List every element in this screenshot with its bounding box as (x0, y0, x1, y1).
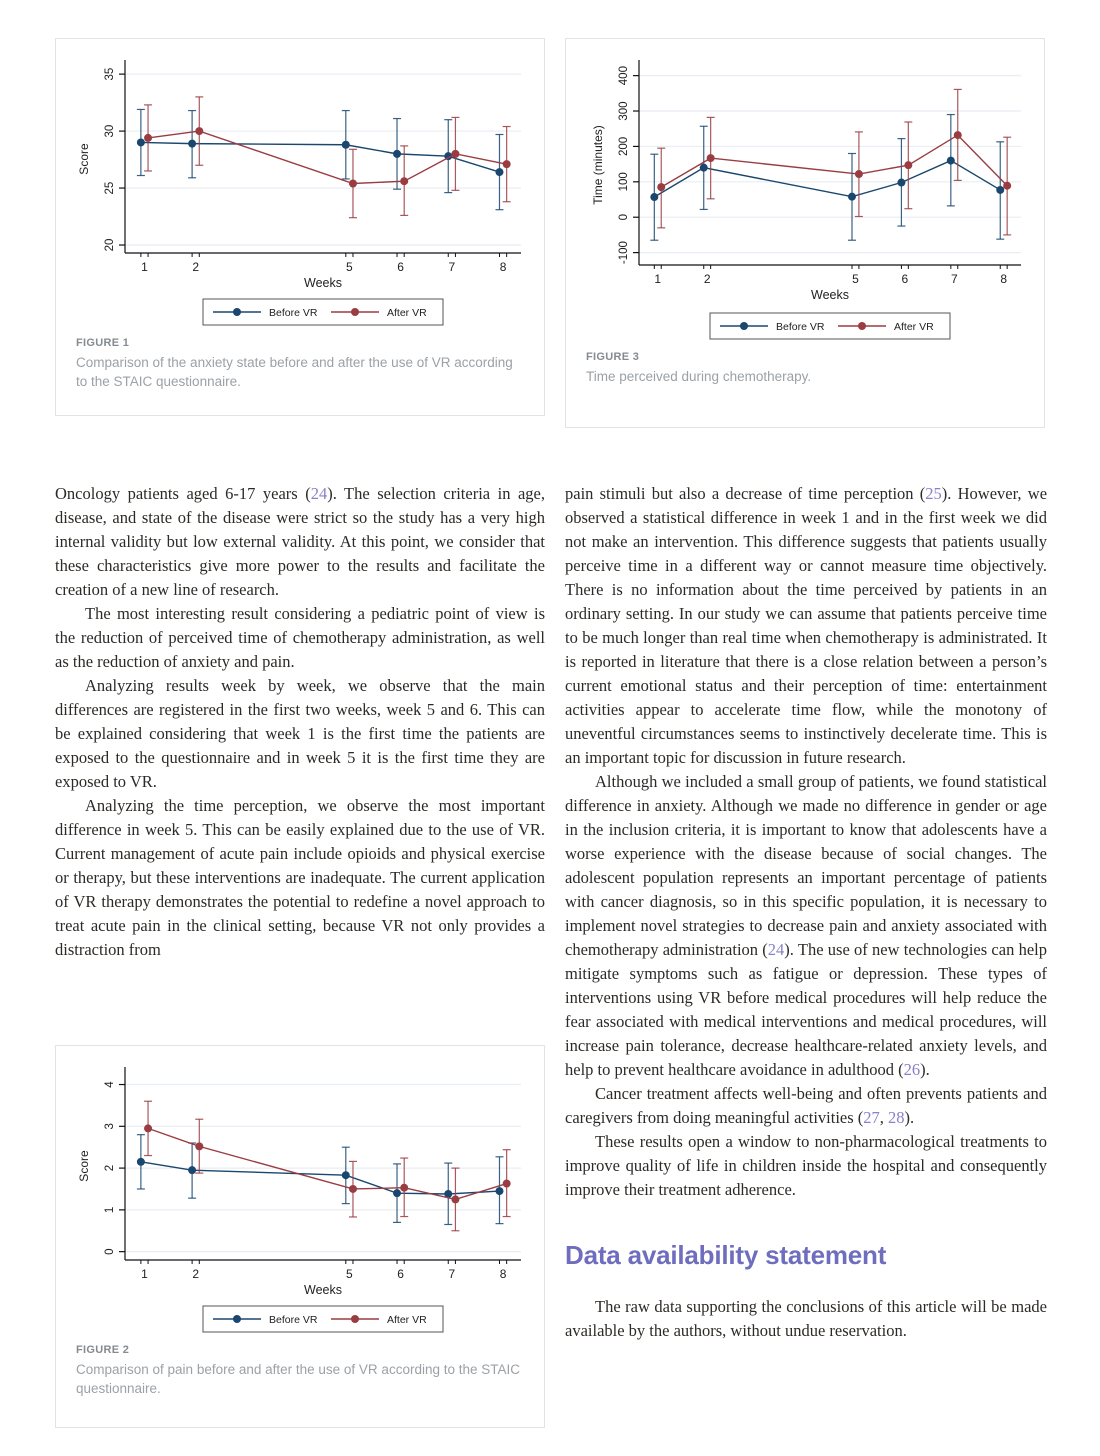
svg-text:2: 2 (192, 260, 200, 274)
figure-1-label: FIGURE 1 (76, 337, 130, 349)
figure-2-caption-text: Comparison of pain before and after the use of VR according to the STAIC questionnaire. (76, 1362, 520, 1397)
svg-text:1: 1 (141, 260, 148, 274)
svg-text:Weeks: Weeks (811, 288, 849, 302)
svg-text:100: 100 (618, 172, 631, 192)
body-paragraph: Analyzing results week by week, we observe that the main differences are registered in the first two weeks, week 5 and 6. This can be explained considering that week 1 is the first time the patients are exposed to the questionnaire and in week 5 it is the first time they are exposed to VR. (55, 676, 545, 791)
body-paragraph: Analyzing the time perception, we observe the most important difference in week 5. This can be easily explained due to the use of VR. Current management of acute pain include opioids and physical exercise or therapy, but these interventions are inadequate. The current application of VR therapy demonstrates the potential to redefine a novel approach to treat acute pain in the clinical setting, because VR not only provides a distraction from (55, 796, 545, 959)
figure-2-caption (56, 1342, 544, 1398)
body-paragraph: These results open a window to non-pharmacological treatments to improve quality of life in children inside the hospital and consequently improve their treatment adherence. (565, 1132, 1047, 1199)
svg-text:6: 6 (901, 272, 909, 286)
chart-svg (65, 1058, 535, 1342)
svg-text:20: 20 (104, 238, 117, 252)
figure-3-caption-text: Time perceived during chemotherapy. (586, 369, 812, 384)
svg-text:6: 6 (397, 260, 404, 274)
svg-text:1: 1 (141, 1267, 148, 1281)
svg-text:2: 2 (192, 1267, 200, 1281)
svg-text:-100: -100 (618, 241, 631, 265)
figure-3-label: FIGURE 3 (586, 351, 640, 363)
citation-link[interactable]: 27 (863, 1108, 880, 1127)
citation-link[interactable]: 26 (903, 1060, 921, 1079)
svg-text:0: 0 (618, 214, 631, 221)
figure-1-caption-text: Comparison of the anxiety state before and after the use of VR according to the STAIC questionnaire. (76, 355, 513, 390)
svg-text:4: 4 (104, 1081, 117, 1088)
svg-text:7: 7 (448, 260, 456, 274)
svg-text:Before VR: Before VR (269, 307, 318, 319)
svg-text:8: 8 (1000, 272, 1008, 286)
citation-link[interactable]: 25 (925, 484, 942, 503)
svg-text:25: 25 (104, 181, 117, 195)
body-paragraph: The raw data supporting the conclusions of this article will be made available by the authors, without undue reservation. (565, 1297, 1047, 1340)
svg-text:After VR: After VR (387, 1314, 427, 1326)
svg-text:2: 2 (703, 272, 711, 286)
figure-3-panel (565, 38, 1045, 428)
svg-text:5: 5 (346, 260, 353, 274)
citation-link[interactable]: 24 (310, 484, 328, 503)
svg-text:Score: Score (77, 1150, 92, 1182)
svg-text:Weeks: Weeks (304, 1283, 342, 1297)
body-paragraph: The most interesting result considering a pediatric point of view is the reduction of perceived time of chemotherapy administration, as well as the reduction of anxiety and pain. (55, 604, 545, 671)
svg-text:Before VR: Before VR (776, 321, 825, 333)
figure-1-panel (55, 38, 545, 416)
svg-text:200: 200 (618, 136, 631, 157)
svg-text:Score: Score (77, 143, 92, 175)
left-text-column (55, 482, 545, 962)
svg-text:6: 6 (397, 1267, 404, 1281)
svg-text:0: 0 (104, 1248, 117, 1255)
svg-text:8: 8 (499, 1267, 507, 1281)
svg-text:5: 5 (852, 272, 859, 286)
section-heading-data-availability: Data availability statement (565, 1240, 887, 1270)
chart-svg (575, 51, 1035, 349)
citation-link[interactable]: 28 (888, 1108, 905, 1127)
svg-text:1: 1 (654, 272, 662, 286)
svg-text:Before VR: Before VR (269, 1314, 318, 1326)
citation-link[interactable]: 24 (767, 940, 785, 959)
paragraph-group-right (565, 482, 1047, 1202)
figure-2-panel (55, 1045, 545, 1428)
figure-3-chart (566, 51, 1044, 349)
paragraph-group-left (55, 482, 545, 962)
body-paragraph: Oncology patients aged 6-17 years (24). The selection criteria in age, disease, and state of the disease were strict so the study has a very high internal validity but low external validity. At this point, we consider that these characteristics give more power to the results and facilitate the creation of a new line of research. (55, 484, 545, 599)
svg-text:After VR: After VR (894, 321, 934, 333)
svg-text:1: 1 (104, 1206, 117, 1214)
figure-2-chart (56, 1058, 544, 1342)
svg-text:After VR: After VR (387, 307, 427, 319)
svg-text:8: 8 (499, 260, 507, 274)
right-text-column (565, 482, 1047, 1343)
chart-svg (65, 51, 535, 335)
svg-text:Weeks: Weeks (304, 276, 342, 290)
svg-text:5: 5 (346, 1267, 353, 1281)
figure-1-chart (56, 51, 544, 335)
svg-text:300: 300 (618, 101, 631, 121)
svg-text:7: 7 (950, 272, 958, 286)
paragraph-group-data-availability (565, 1295, 1047, 1343)
figure-1-caption (56, 335, 544, 391)
svg-text:30: 30 (104, 124, 117, 138)
svg-text:Time (minutes): Time (minutes) (591, 125, 606, 205)
figure-2-label: FIGURE 2 (76, 1344, 130, 1356)
svg-text:3: 3 (104, 1123, 117, 1130)
svg-text:400: 400 (618, 66, 631, 86)
svg-text:2: 2 (104, 1164, 117, 1172)
body-paragraph: pain stimuli but also a decrease of time perception (25). However, we observed a statistical difference in week 1 and in the first week we did not make an intervention. This difference suggests that patients usually perceive time in a different way or cannot measure time objectively. There is no information about the time perceived by patients in an ordinary setting. In our study we can assume that patients perceive time to be much longer than real time when chemotherapy is administrated. It is reported in literature that there is a close relation between a person’s current emotional status and their perception of time: entertainment activities appear to accelerate time flow, while the monotony of uneventful circumstances seems to instinctively decelerate time. This is an important topic for discussion in future research. (565, 484, 1048, 767)
svg-text:35: 35 (104, 67, 117, 81)
body-paragraph: Cancer treatment affects well-being and often prevents patients and caregivers from doing meaningful activities (27, 28). (565, 1084, 1047, 1127)
figure-3-caption (566, 349, 1044, 386)
svg-text:7: 7 (448, 1267, 456, 1281)
body-paragraph: Although we included a small group of patients, we found statistical difference in anxiety. Although we made no difference in gender or age in the inclusion criteria, it is important to know that adolescents have a worse experience with the disease because of social changes. The adolescent population represents an important percentage of patients with cancer diagnosis, so in this specific population, it is necessary to implement novel strategies to decrease pain and anxiety associated with chemotherapy administration (24). The use of new technologies can help mitigate symptoms such as fatigue or depression. These types of interventions using VR before medical procedures will help reduce the fear associated with medical interventions and medical procedures, will increase pain tolerance, decrease healthcare-related anxiety levels, and help to prevent healthcare avoidance in adulthood (26). (565, 772, 1047, 1079)
